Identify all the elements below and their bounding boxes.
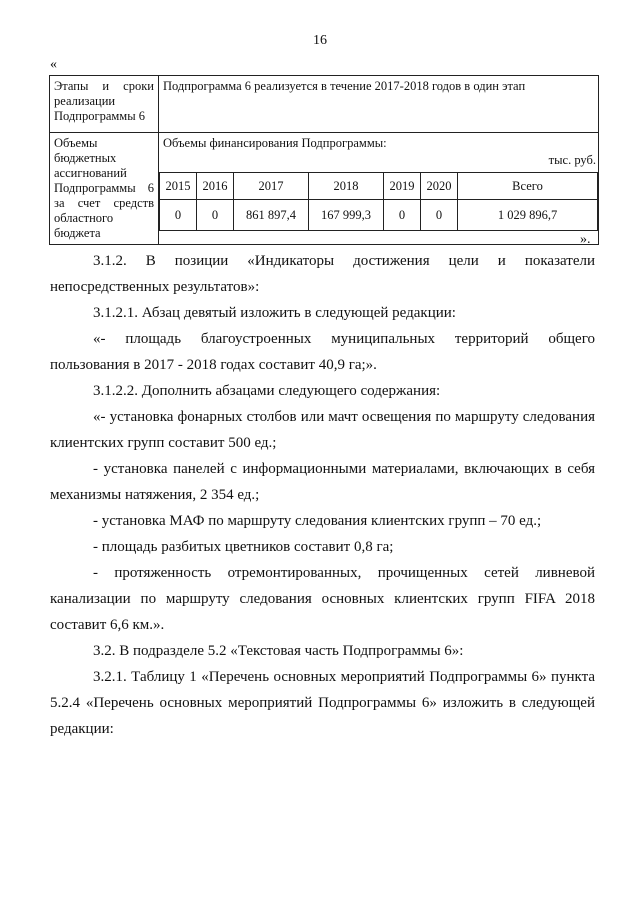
financing-cell <box>159 133 599 245</box>
year-header: 2016 <box>197 173 234 200</box>
paragraph: 3.1.2. В позиции «Индикаторы достижения цели и показатели непосредственных результатов»: <box>50 253 595 295</box>
total-header: Всего <box>458 173 598 200</box>
year-value: 167 999,3 <box>309 200 384 231</box>
year-value: 0 <box>160 200 197 231</box>
page-number: 16 <box>313 33 327 48</box>
year-value: 0 <box>197 200 234 231</box>
year-header: 2017 <box>234 173 309 200</box>
year-value: 0 <box>421 200 458 231</box>
paragraph: «- установка фонарных столбов или мачт освещения по маршруту следования клиентских групп составит 500 ед.; <box>50 409 595 451</box>
stages-row <box>50 76 599 133</box>
years-header-row <box>160 173 598 200</box>
year-header: 2015 <box>160 173 197 200</box>
paragraph: - установка панелей с информационными материалами, включающих в себя механизмы натяжения, 2 354 ед.; <box>50 461 595 503</box>
paragraph: «- площадь благоустроенных муниципальных территорий общего пользования в 2017 - 2018 годах составит 40,9 га;». <box>50 331 595 373</box>
values-row <box>160 200 598 231</box>
paragraph: - установка МАФ по маршруту следования клиентских групп – 70 ед.; <box>93 513 542 529</box>
year-value: 0 <box>384 200 421 231</box>
budget-label: Объемы бюджетных ассигнований Подпрограммы 6 за счет средств областного бюджета <box>50 133 159 245</box>
year-value: 861 897,4 <box>234 200 309 231</box>
stages-label: Этапы и сроки реализации Подпрограммы 6 <box>50 76 159 133</box>
paragraph: - протяженность отремонтированных, прочищенных сетей ливневой канализации по маршруту следования основных клиентских групп FIFA 2018 составит 6,6 км.». <box>50 565 595 633</box>
financing-unit: тыс. руб. <box>548 153 596 167</box>
financing-title: Объемы финансирования Подпрограммы: <box>163 136 387 150</box>
paragraph: 3.2. В подразделе 5.2 «Текстовая часть Подпрограммы 6»: <box>93 643 464 659</box>
document-body <box>50 248 595 742</box>
total-value: 1 029 896,7 <box>458 200 598 231</box>
paragraph: 3.1.2.1. Абзац девятый изложить в следующей редакции: <box>93 305 456 321</box>
stages-value: Подпрограмма 6 реализуется в течение 2017-2018 годов в один этап <box>159 76 599 133</box>
opening-quote: « <box>50 57 57 72</box>
financing-years-table <box>159 172 598 231</box>
budget-row <box>50 133 599 245</box>
program-passport-table <box>49 75 599 245</box>
year-header: 2018 <box>309 173 384 200</box>
paragraph: 3.1.2.2. Дополнить абзацами следующего содержания: <box>93 383 441 399</box>
paragraph: 3.2.1. Таблицу 1 «Перечень основных мероприятий Подпрограммы 6» пункта 5.2.4 «Перечень основных мероприятий Подпрограммы 6» изложить в следующей редакции: <box>50 669 595 737</box>
paragraph: - площадь разбитых цветников составит 0,8 га; <box>93 539 394 555</box>
year-header: 2019 <box>384 173 421 200</box>
closing-quote: ». <box>580 232 591 247</box>
year-header: 2020 <box>421 173 458 200</box>
